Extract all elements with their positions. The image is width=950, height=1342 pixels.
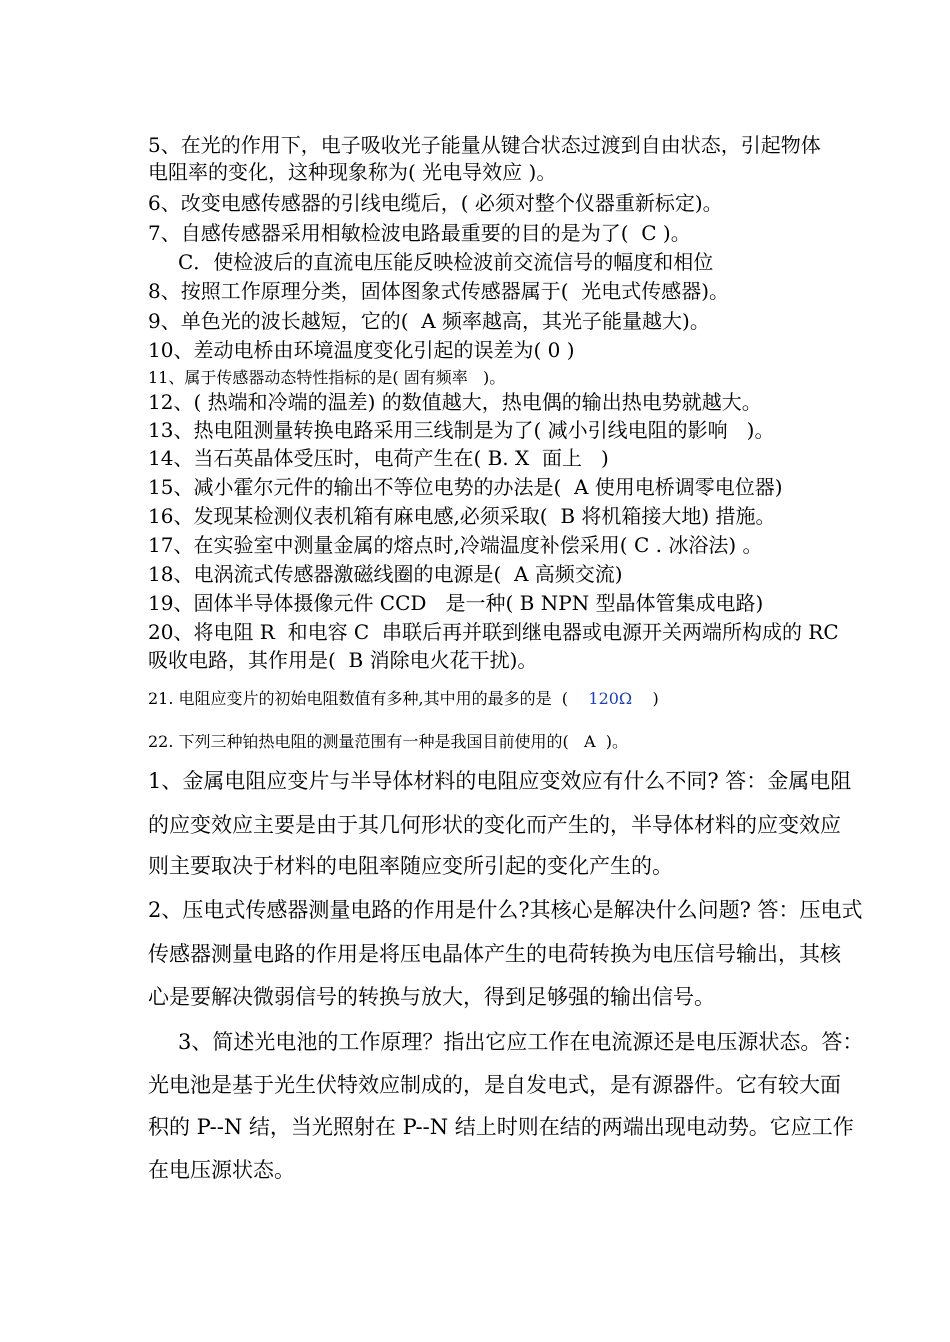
question-11: 11、属于传感器动态特性指标的是( 固有频率 )。 [148,368,506,387]
answer-3-line-3: 积的 P--N 结，当光照射在 P--N 结上时则在结的两端出现电动势。它应工作 [148,1115,854,1139]
question-14: 14、当石英晶体受压时，电荷产生在( B. X 面上 ) [148,446,609,470]
question-19: 19、固体半导体摄像元件 CCD 是一种( B NPN 型晶体管集成电路) [148,591,764,615]
answer-3-line-1: 3、简述光电池的工作原理？指出它应工作在电流源还是电压源状态。答： [178,1030,864,1054]
answer-2-line-2: 传感器测量电路的作用是将压电晶体产生的电荷转换为电压信号输出，其核 [148,942,841,966]
question-10: 10、差动电桥由环境温度变化引起的误差为( 0 ) [148,338,575,362]
question-9: 9、单色光的波长越短，它的( A 频率越高，其光子能量越大)。 [148,309,710,333]
question-5-line-1: 5、在光的作用下，电子吸收光子能量从键合状态过渡到自由状态，引起物体 [148,133,821,157]
question-12: 12、( 热端和冷端的温差) 的数值越大，热电偶的输出热电势就越大。 [148,390,762,414]
question-16: 16、发现某检测仪表机箱有麻电感,必须采取( B 将机箱接大地) 措施。 [148,504,776,528]
answer-1-line-1: 1、金属电阻应变片与半导体材料的电阻应变效应有什么不同? 答：金属电阻 [148,769,852,793]
question-6: 6、改变电感传感器的引线电缆后，( 必须对整个仪器重新标定)。 [148,191,723,215]
question-7: 7、自感传感器采用相敏检波电路最重要的目的是为了( C )。 [148,221,691,245]
answer-2-line-1: 2、压电式传感器测量电路的作用是什么?其核心是解决什么问题? 答：压电式 [148,898,863,922]
answer-2-line-3: 心是要解决微弱信号的转换与放大，得到足够强的输出信号。 [148,985,715,1009]
question-21-suffix: ) [632,689,659,708]
question-20-line-1: 20、将电阻 R 和电容 C 串联后再并联到继电器或电源开关两端所构成的 RC [148,620,839,644]
question-21 [148,686,659,712]
question-7-option-c: C．使检波后的直流电压能反映检波前交流信号的幅度和相位 [178,250,714,274]
question-13: 13、热电阻测量转换电路采用三线制是为了( 减小引线电阻的影响 )。 [148,418,775,442]
question-15: 15、减小霍尔元件的输出不等位电势的办法是( A 使用电桥调零电位器) [148,475,783,499]
answer-3-line-4: 在电压源状态。 [148,1158,295,1182]
question-21-answer: 120Ω [588,689,633,708]
question-22: 22. 下列三种铂热电阻的测量范围有一种是我国目前使用的( A )。 [148,732,629,751]
question-20-line-2: 吸收电路，其作用是( B 消除电火花干扰)。 [148,648,538,672]
question-5-line-2: 电阻率的变化，这种现象称为( 光电导效应 )。 [148,160,557,184]
answer-3-line-2: 光电池是基于光生伏特效应制成的，是自发电式，是有源器件。它有较大面 [148,1073,841,1097]
answer-1-line-2: 的应变效应主要是由于其几何形状的变化而产生的，半导体材料的应变效应 [148,813,841,837]
question-21-prefix: 21. 电阻应变片的初始电阻数值有多种,其中用的最多的是 ( [148,689,589,708]
question-17: 17、在实验室中测量金属的熔点时,冷端温度补偿采用( C . 冰浴法) 。 [148,533,763,557]
question-8: 8、按照工作原理分类，固体图象式传感器属于( 光电式传感器)。 [148,279,730,303]
question-18: 18、电涡流式传感器激磁线圈的电源是( A 高频交流) [148,562,623,586]
answer-1-line-3: 则主要取决于材料的电阻率随应变所引起的变化产生的。 [148,854,673,878]
